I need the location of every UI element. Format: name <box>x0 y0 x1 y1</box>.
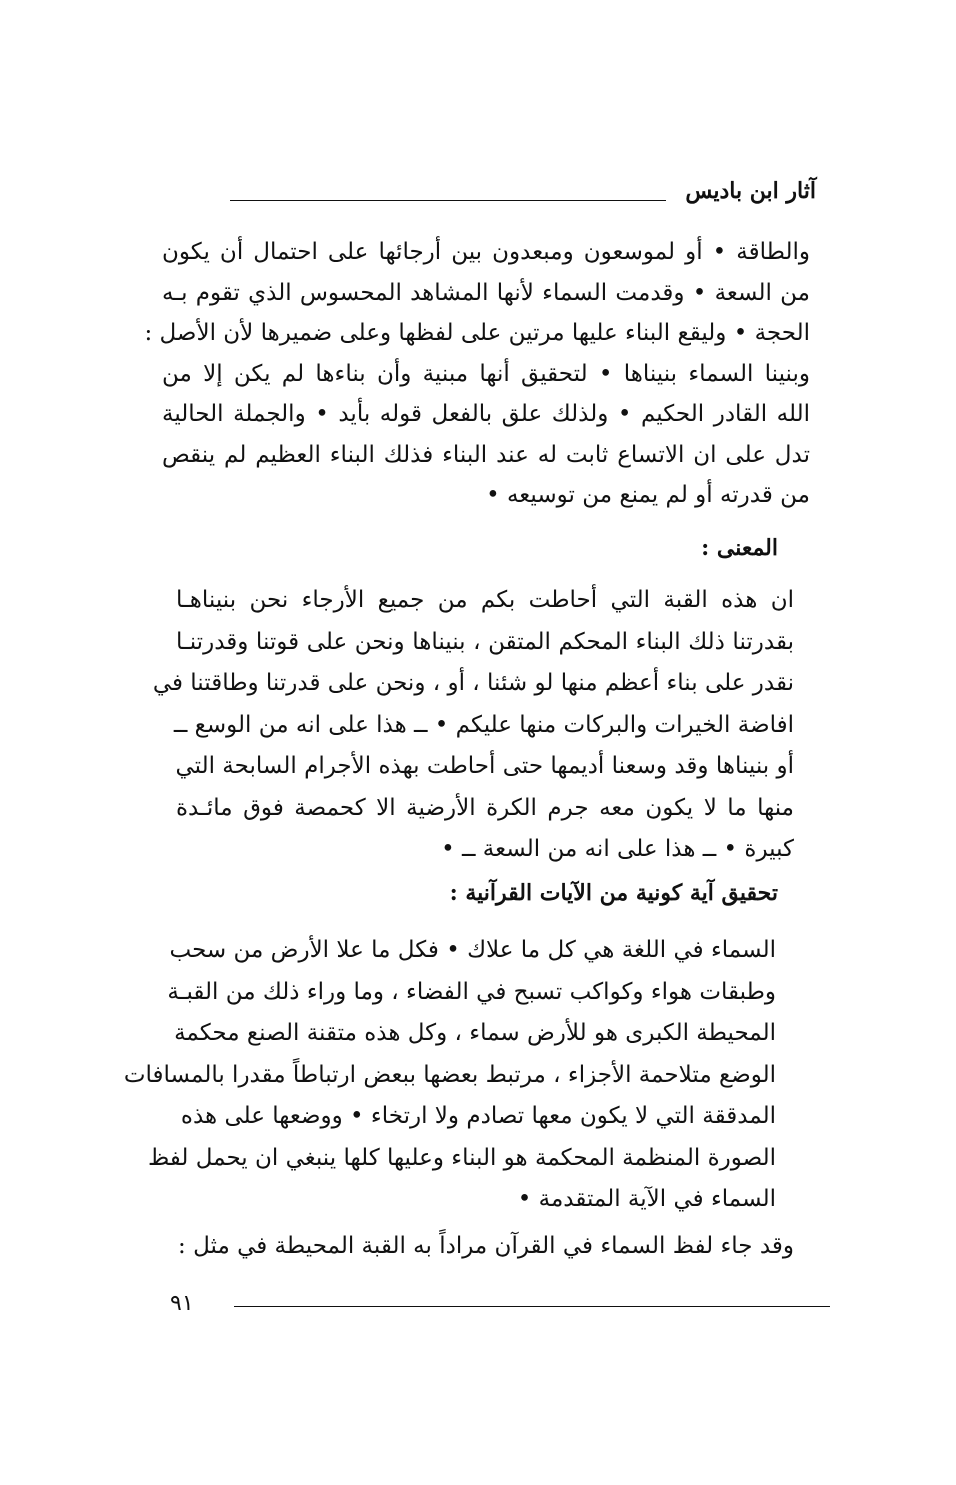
text-line: افاضة الخيرات والبركات منها عليكم • ــ هذا على انه من الوسع ــ <box>173 711 794 738</box>
text-line: الصورة المنظمة المحكمة هو البناء وعليها كلها ينبغي ان يحمل لفظ <box>147 1144 776 1171</box>
text-line: تدل على ان الاتساع ثابت له عند البناء فذلك البناء العظيم لم ينقص <box>162 441 810 468</box>
text-line: السماء في اللغة هي كل ما علاك • فكل ما علا الأرض من سحب <box>169 937 776 963</box>
section-heading-meaning: المعنى : <box>701 535 778 561</box>
text-line: المدققة التي لا يكون معها تصادم ولا ارتخاء • ووضعها على هذه <box>180 1103 776 1129</box>
text-line: وطبقات هواء وكواكب تسبح في الفضاء ، وما وراء ذلك من القبـة <box>167 978 776 1005</box>
book-title: آثار ابن باديس <box>685 178 816 204</box>
section-heading-verse: تحقيق آية كونية من الآيات القرآنية : <box>449 880 778 906</box>
footer-rule <box>234 1306 830 1307</box>
paragraph-3 <box>123 930 776 1221</box>
header-rule <box>230 200 666 201</box>
text-line: وقد جاء لفظ السماء في القرآن مراداً به القبة المحيطة في مثل : <box>178 1233 794 1259</box>
text-line: كبيرة • ــ هذا على انه من السعة ــ • <box>441 836 794 862</box>
text-line: من قدرته أو لم يمنع من توسيعه • <box>486 482 810 508</box>
paragraph-4 <box>178 1226 794 1267</box>
text-line: بقدرتنا ذلك البناء المحكم المتقن ، بنيناها ونحن على قوتنا وقدرتنـا <box>176 628 794 655</box>
text-line: الحجة • وليقع البناء عليها مرتين على لفظها وعلى ضميرها لأن الأصل : <box>144 320 810 346</box>
text-line: الوضع متلاحمة الأجزاء ، مرتبط بعضها ببعض ارتباطاً مقدرا بالمسافات <box>123 1061 776 1088</box>
text-line: من السعة • وقدمت السماء لأنها المشاهد المحسوس الذي تقوم بـه <box>162 279 810 306</box>
page-footer <box>170 1290 830 1320</box>
text-line: السماء في الآية المتقدمة • <box>517 1186 776 1212</box>
text-line: المحيطة الكبرى هو للأرض سماء ، وكل هذه متقنة الصنع محكمة <box>174 1020 776 1046</box>
running-header <box>230 176 816 210</box>
text-line: ان هذه القبة التي أحاطت بكم من جميع الأرجاء نحن بنيناهـا <box>176 587 794 613</box>
text-line: الله القادر الحكيم • ولذلك علق بالفعل قوله بأيد • والجملة الحالية <box>162 401 810 427</box>
text-line: وبنينا السماء بنيناها • لتحقيق أنها مبنية وأن بناءها لم يكن إلا من <box>162 360 810 387</box>
text-line: أو بنيناها وقد وسعنا أديمها حتى أحاطت بهذه الأجرام السابحة التي <box>175 753 794 779</box>
text-line: والطاقة • أو لموسعون ومبعدون بين أرجائها على احتمال أن يكون <box>162 239 810 265</box>
page-number: ٩١ <box>170 1291 194 1316</box>
paragraph-1 <box>144 232 810 516</box>
text-line: منها ما لا يكون معه جرم الكرة الأرضية الا كحمصة فوق مائـدة <box>176 794 794 821</box>
paragraph-2 <box>152 580 794 871</box>
text-line: نقدر على بناء أعظم منها لو شئنا ، أو ، ونحن على قدرتنا وطاقتنا في <box>152 670 794 696</box>
